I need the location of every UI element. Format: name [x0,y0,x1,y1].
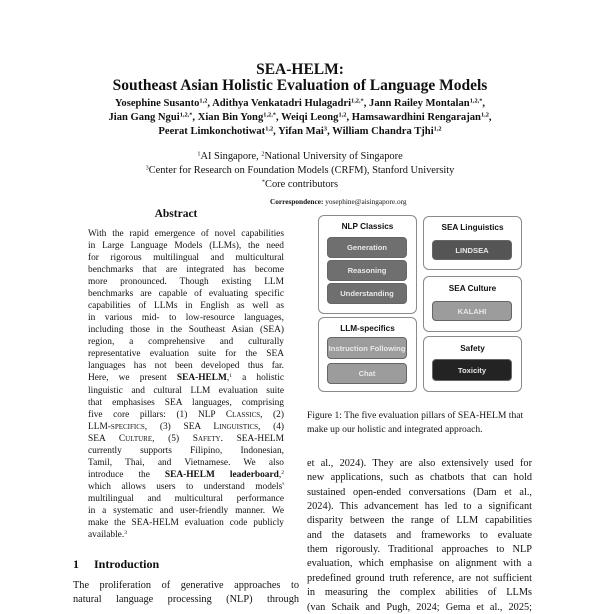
text-line [307,558,532,570]
superscript: 2 [261,150,265,158]
text-run: 2024). This advancement has led to a significant [307,501,532,513]
superscript: 1,2 [338,111,347,119]
pillar-sea-culture [423,276,522,332]
text-run: The proliferation of generative approaches to [73,580,299,591]
superscript: * [261,178,266,186]
text-run: Core contributors [265,179,339,190]
text-run: make the SEA-HELM evaluation code publicly [88,517,284,528]
correspondence [270,197,407,206]
text-line [307,515,532,527]
text-run: in a systematic and user-friendly manner. We [88,505,284,516]
text-line [88,410,284,421]
text-run: Peerat Limkonchotiwat [158,126,266,137]
text-run: Linguistics [213,421,259,432]
text-line [88,313,284,324]
text-line [88,482,284,493]
text-run: introduce the [88,469,165,480]
text-run: Safety [192,433,221,444]
text-line [307,501,532,513]
text-run: including those in the Southeast Asian (SEA) [88,325,284,336]
text-run: new applications, such as chatbots that can hold [307,472,532,484]
text-run: five core pillars: (1) [88,409,198,420]
text-line [88,386,284,397]
text-line [307,544,532,556]
superscript: 1 [229,373,233,380]
text-line [88,422,284,433]
pillar-sea-linguistics [423,216,522,270]
pillar-title: SEA Culture [448,284,497,293]
text-run: predefined ground truth reference, are not sufficient [307,572,532,584]
text-run: . SEA-HELM [220,433,284,444]
superscript: 1,2,* [263,111,276,119]
superscript: 3 [124,529,127,536]
text-line [88,265,284,276]
figure-caption-line: make up our holistic and integrated approach. [307,424,483,435]
text-line [88,470,284,481]
text-run: linguistic and cultural LLM evaluation suite [88,385,284,396]
text-line [88,241,284,252]
text-run: representative evaluation suite for the SEA [88,349,284,360]
text-run: Yosephine Susanto [114,98,200,109]
superscript: 1,2,* [179,111,193,119]
text-run: , William Chandra Tjhi [327,126,434,137]
text-run: NLP Classics [197,409,261,420]
pillar-nlp-classics [318,215,417,314]
text-line [88,518,284,529]
superscript: 1,2 [199,97,208,105]
line [0,165,600,177]
superscript: 2 [281,469,284,476]
text-run: natural language processing (NLP) through [73,594,299,606]
text-run: Tamil, Thai, and Vietnamese. We also [88,457,284,468]
superscript: 1,2 [433,125,442,133]
superscript: 1,2,* [351,97,364,105]
line [0,126,600,138]
text-run: them rigorously. Traditional approaches to NLP [307,544,532,556]
superscript: 3 [323,125,328,133]
pill-generation: Generation [327,237,407,258]
text-line [88,446,284,457]
text-run: With the rapid emergence of novel capabilities [88,229,284,239]
pillar-title: SEA Linguistics [441,223,504,232]
text-line [307,458,532,470]
title-line-2: Southeast Asian Holistic Evaluation of Language Models [112,77,488,94]
pill-reasoning: Reasoning [327,260,407,281]
text-run: , Xian Bin Yong [192,112,264,123]
text-run: SEA-HELM [176,373,227,384]
text-run: and the datasets and frameworks to evaluate [307,529,532,541]
superscript: 1,2 [480,111,489,119]
text-run: multilingual and multicultural performance [88,493,284,504]
text-run: that emphasises SEA languages, comprising [88,397,284,408]
text-line [88,337,284,348]
text-run: currently supports Filipino, Indonesian, [88,445,284,456]
text-run: , Weiqi Leong [275,112,339,123]
text-run: Here, we present [88,373,177,384]
text-line [307,472,532,484]
text-line [88,325,284,336]
text-line [307,573,532,585]
text-run: benchmarks are capable of evaluating specific [88,289,284,300]
text-run: evaluation, which emphasise on alignment with a [307,558,532,570]
pillar-safety [423,336,522,392]
text-run: , [482,98,486,109]
text-run: available. [88,530,125,540]
superscript: 1,2 [265,125,274,133]
text-run: (van Schaik and Pugh, 2024; Gema et al., 2025; [307,601,532,613]
text-run: more pronounced. Though existing LLM [88,277,284,288]
pillar-title: LLM-specifics [340,324,395,333]
text-run: benchmarks that are integrated has become [88,265,284,276]
text-run: region, a comprehensive and culturally [88,337,284,348]
text-line [88,373,284,384]
pillar-title: Safety [460,344,485,353]
text-run: which allows users to understand models' [88,481,284,492]
text-line [88,349,284,360]
abstract-heading: Abstract [154,208,198,220]
text-run: disparity between the range of LLM capabilities [307,515,532,527]
text-line [88,289,284,300]
text-line [88,530,284,541]
text-run: Culture [118,433,153,444]
superscript: 3 [145,164,149,172]
text-run: a holistic [232,373,285,384]
text-run: , Jann Railey Montalan [363,98,470,109]
pill-chat: Chat [327,363,407,384]
text-run: in Large Language Models (LLMs), the need [88,241,284,252]
correspondence-email[interactable]: yosephine@aisingapore.org [325,197,407,206]
text-line [73,594,299,606]
text-line [88,494,284,505]
text-line [73,580,299,592]
correspondence-label: Correspondence: [270,197,324,206]
title-line-1: SEA-HELM: [256,61,344,78]
text-line [88,398,284,409]
text-line [88,277,284,288]
text-line [88,458,284,469]
text-run: , (5) [152,433,193,444]
text-run: in measuring the complex abilities of LLMs [307,587,532,599]
text-run: , Hamsawardhini Rengarajan [346,112,481,123]
text-run: National University of Singapore [264,151,403,162]
text-run: in various mid- to low-resource languages, [88,313,284,324]
intro-heading [73,557,159,571]
pillar-llm-specifics [318,317,417,392]
pillar-title: NLP Classics [341,222,394,231]
line [0,98,600,110]
pill-kalahi: KALAHI [432,301,512,321]
text-line [88,434,284,445]
text-run: Jian Gang Ngui [108,112,180,123]
text-line [88,506,284,517]
text-run: , Yifan Mai [273,126,324,137]
text-run: , [278,469,282,480]
pill-understanding: Understanding [327,283,407,304]
text-run: , [226,373,230,384]
pill-lindsea: LINDSEA [432,240,512,260]
text-line [88,301,284,312]
superscript: 1 [197,150,201,158]
line [0,151,600,163]
superscript: 1,2,* [469,97,483,105]
text-run: , (2) [260,409,284,420]
text-line [307,587,532,599]
text-line [307,602,532,614]
section-number: 1 [73,557,79,571]
text-run: , [488,112,492,123]
text-line [307,487,532,499]
text-run: capabilities of LLMs in English as well as [88,301,284,312]
text-run: for rigorous multilingual and multicultural [88,253,284,264]
text-run: et al., 2024). They are also extensively used for [307,458,532,469]
text-line [88,229,284,240]
section-title: Introduction [94,557,160,571]
text-run: languages has not been developed thus far. [88,361,284,372]
line [0,179,600,191]
text-run: LLM- [88,421,111,432]
text-run: Center for Research on Foundation Models (CRFM), Stanford University [148,165,455,176]
pill-instruction-following: Instruction Following [327,337,407,359]
text-run: AI Singapore, [200,151,262,162]
text-run: SEA-HELM leaderboard [164,469,279,480]
text-run: , (4) [258,421,285,432]
text-line [307,530,532,542]
text-run: , Adithya Venkatadri Hulagadri [207,98,352,109]
text-run: SEA [88,433,119,444]
text-line [88,253,284,264]
text-run: sustained open-ended conversations (Dam et al., [307,486,532,498]
figure-caption-line: Figure 1: The five evaluation pillars of SEA-HELM that [307,410,524,421]
pill-toxicity: Toxicity [432,359,512,381]
text-run: , (3) SEA [144,421,214,432]
line [0,112,600,124]
text-run: specifics [110,421,145,432]
text-line [88,361,284,372]
